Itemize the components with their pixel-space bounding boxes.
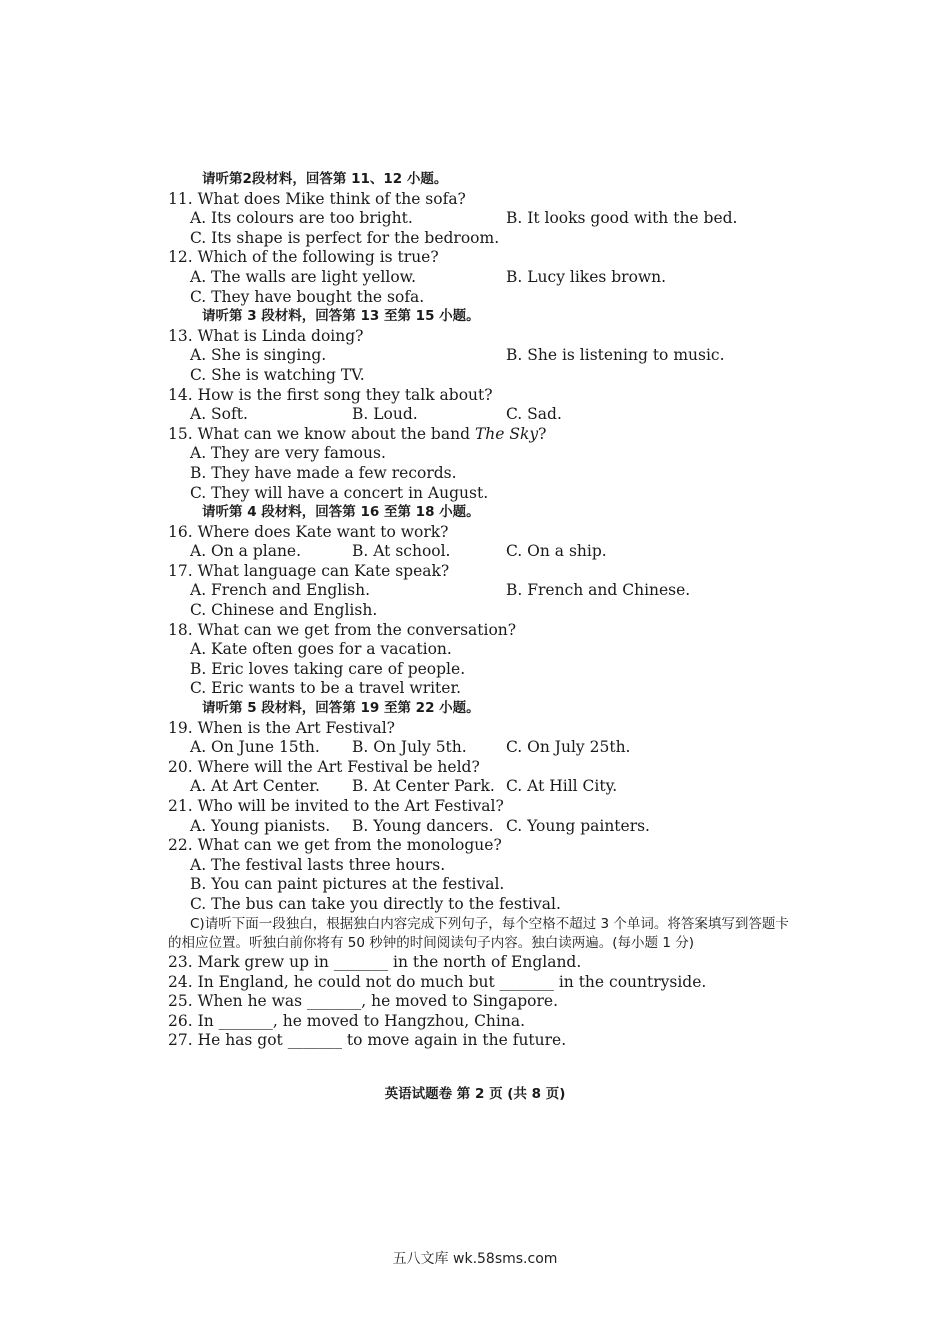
- option-b: B. It looks good with the bed.: [506, 209, 738, 228]
- option-b: B. You can paint pictures at the festival.: [190, 875, 505, 894]
- section-heading: 请听第 3 段材料，回答第 13 至第 15 小题。: [202, 308, 480, 325]
- question-stem-text: 15. What can we know about the band: [168, 424, 475, 443]
- option-c: C. Eric wants to be a travel writer.: [190, 679, 462, 698]
- blank-item: 25. When he was _______, he moved to Singapore.: [168, 992, 559, 1011]
- option-b: B. At school.: [352, 542, 451, 561]
- option-b: B. Eric loves taking care of people.: [190, 659, 466, 678]
- option-c: C. They will have a concert in August.: [190, 483, 489, 502]
- question-stem: 12. Which of the following is true?: [168, 248, 439, 267]
- option-a: A. Kate often goes for a vacation.: [190, 640, 452, 659]
- option-c: C. Its shape is perfect for the bedroom.: [190, 228, 500, 247]
- blank-item: 26. In _______, he moved to Hangzhou, China.: [168, 1011, 526, 1030]
- question-stem: 22. What can we get from the monologue?: [168, 836, 502, 855]
- option-a: A. On June 15th.: [190, 738, 320, 757]
- question-stem: 20. Where will the Art Festival be held?: [168, 757, 480, 776]
- option-c: C. They have bought the sofa.: [190, 287, 425, 306]
- band-name: The Sky: [474, 424, 539, 443]
- question-stem: 14. How is the first song they talk about?: [168, 385, 493, 404]
- option-b: B. At Center Park.: [352, 777, 495, 796]
- question-stem: 11. What does Mike think of the sofa?: [168, 189, 466, 208]
- section-heading: 请听第2段材料，回答第 11、12 小题。: [202, 171, 448, 187]
- question-stem: [168, 425, 808, 445]
- option-a: A. The festival lasts three hours.: [190, 855, 446, 874]
- question-stem: 21. Who will be invited to the Art Festival?: [168, 797, 504, 815]
- question-stem: 19. When is the Art Festival?: [168, 718, 395, 737]
- option-c: C. On a ship.: [506, 542, 607, 561]
- option-b: B. She is listening to music.: [506, 346, 725, 365]
- option-c: C. Chinese and English.: [190, 601, 378, 620]
- option-c: C. The bus can take you directly to the festival.: [190, 894, 561, 913]
- option-b: B. Loud.: [352, 405, 418, 424]
- option-b: B. They have made a few records.: [190, 463, 457, 482]
- option-b: B. French and Chinese.: [506, 581, 691, 600]
- option-b: B. Young dancers.: [352, 816, 494, 835]
- option-a: A. French and English.: [190, 581, 371, 600]
- question-stem: 16. Where does Kate want to work?: [168, 522, 449, 541]
- question-stem: 13. What is Linda doing?: [168, 326, 364, 345]
- section-heading: 请听第 5 段材料，回答第 19 至第 22 小题。: [202, 700, 480, 717]
- option-c: C. Young painters.: [506, 816, 650, 835]
- question-stem: 18. What can we get from the conversation?: [168, 620, 517, 639]
- section-heading: 请听第 4 段材料，回答第 16 至第 18 小题。: [202, 504, 480, 521]
- option-a: A. She is singing.: [190, 346, 327, 365]
- option-a: A. Soft.: [190, 405, 248, 424]
- option-c: C. She is watching TV.: [190, 365, 365, 384]
- exam-content: [168, 170, 808, 1051]
- question-mark: ?: [538, 424, 547, 443]
- option-a: A. Young pianists.: [190, 816, 331, 835]
- page-footer: 英语试题卷 第 2 页 (共 8 页): [384, 1086, 566, 1102]
- part-c-instructions-text: C)请听下面一段独白，根据独白内容完成下列句子，每个空格不超过 3 个单词。将答案填写到答题卡的相应位置。听独白前你将有 50 秒钟的时间阅读句子内容。独白读两遍。(每小题 1 分): [168, 915, 789, 951]
- option-a: A. They are very famous.: [190, 444, 386, 463]
- blank-item: 23. Mark grew up in _______ in the north of England.: [168, 952, 582, 971]
- option-a: A. Its colours are too bright.: [190, 209, 413, 228]
- question-stem: 17. What language can Kate speak?: [168, 561, 450, 580]
- option-c: C. Sad.: [506, 405, 562, 424]
- watermark-text: 五八文库 wk.58sms.com: [392, 1251, 558, 1267]
- part-c-instructions: [168, 915, 793, 953]
- option-c: C. On July 25th.: [506, 738, 631, 757]
- blank-item: 24. In England, he could not do much but _______ in the countryside.: [168, 972, 707, 991]
- option-c: C. At Hill City.: [506, 777, 618, 796]
- option-a: A. The walls are light yellow.: [190, 267, 417, 286]
- option-b: B. On July 5th.: [352, 738, 467, 757]
- option-b: B. Lucy likes brown.: [506, 267, 667, 286]
- option-a: A. On a plane.: [190, 542, 302, 561]
- option-a: A. At Art Center.: [190, 777, 320, 796]
- blank-item: 27. He has got _______ to move again in the future.: [168, 1031, 567, 1050]
